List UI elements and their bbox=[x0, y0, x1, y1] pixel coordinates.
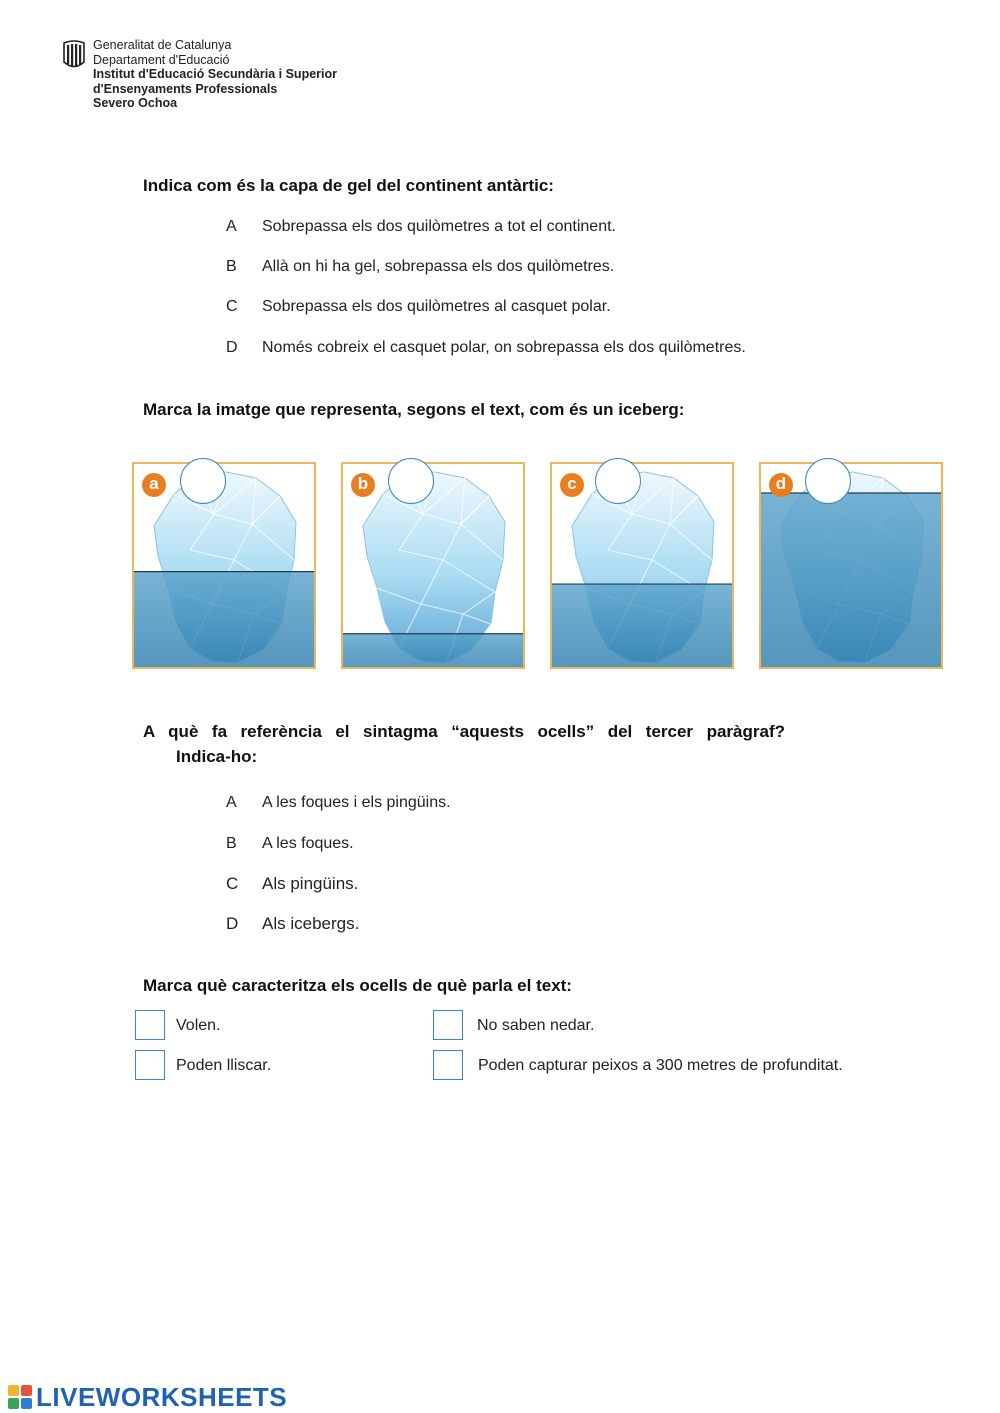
checkbox-poden-lliscar[interactable] bbox=[135, 1050, 165, 1080]
water-area bbox=[134, 572, 316, 669]
iceberg-badge-a: a bbox=[142, 473, 166, 497]
checkbox-capturar-peixos[interactable] bbox=[433, 1050, 463, 1080]
iceberg-image-b bbox=[341, 462, 525, 669]
checkbox-capturar-peixos-label[interactable]: Poden capturar peixos a 300 metres de profunditat. bbox=[478, 1057, 843, 1074]
iceberg-image-d bbox=[759, 462, 943, 669]
liveworksheets-logo-icon bbox=[8, 1385, 32, 1409]
checkbox-poden-lliscar-label[interactable]: Poden lliscar. bbox=[176, 1057, 272, 1074]
q3-option-b-text[interactable]: A les foques. bbox=[262, 835, 354, 852]
iceberg-badge-b: b bbox=[351, 473, 375, 497]
q3-option-b-letter[interactable]: B bbox=[226, 835, 237, 852]
q1-option-b-text[interactable]: Allà on hi ha gel, sobrepassa els dos quilòmetres. bbox=[262, 258, 615, 275]
checkbox-no-saben-nedar-label[interactable]: No saben nedar. bbox=[477, 1017, 595, 1034]
q3-option-c-text[interactable]: Als pingüins. bbox=[262, 874, 359, 893]
q1-option-a-text[interactable]: Sobrepassa els dos quilòmetres a tot el continent. bbox=[262, 218, 616, 235]
iceberg-drawing bbox=[552, 464, 734, 669]
checkbox-volen[interactable] bbox=[135, 1010, 165, 1040]
iceberg-drawing bbox=[343, 464, 525, 669]
water-area bbox=[761, 493, 943, 669]
question-3-title-line-1: A què fa referència el sintagma “aquests ocells” del tercer paràgraf? bbox=[143, 722, 785, 741]
question-3-title-line-2: Indica-ho: bbox=[176, 747, 258, 766]
q1-option-d-text[interactable]: Només cobreix el casquet polar, on sobrepassa els dos quilòmetres. bbox=[262, 339, 746, 356]
q1-option-d-letter[interactable]: D bbox=[226, 339, 238, 356]
water-area bbox=[343, 634, 525, 669]
checkbox-volen-label[interactable]: Volen. bbox=[176, 1017, 221, 1034]
liveworksheets-wordmark: LIVEWORKSHEETS bbox=[36, 1381, 288, 1412]
question-1-title: Indica com és la capa de gel del continent antàrtic: bbox=[143, 176, 554, 195]
q1-option-c-text[interactable]: Sobrepassa els dos quilòmetres al casquet polar. bbox=[262, 298, 611, 315]
q1-option-b-letter[interactable]: B bbox=[226, 258, 237, 275]
q1-option-a-letter[interactable]: A bbox=[226, 218, 237, 235]
header-line-3: Institut d'Educació Secundària i Superior bbox=[93, 67, 337, 81]
iceberg-badge-c: c bbox=[560, 473, 584, 497]
iceberg-image-a bbox=[132, 462, 316, 669]
q3-option-d-letter[interactable]: D bbox=[226, 914, 239, 933]
checkbox-no-saben-nedar[interactable] bbox=[433, 1010, 463, 1040]
water-area bbox=[552, 584, 734, 669]
q3-option-d-text[interactable]: Als icebergs. bbox=[262, 914, 360, 933]
header-line-4: d'Ensenyaments Professionals bbox=[93, 81, 278, 96]
q3-option-a-letter[interactable]: A bbox=[226, 794, 237, 811]
iceberg-a-answer-circle[interactable] bbox=[180, 458, 226, 504]
iceberg-b-answer-circle[interactable] bbox=[388, 458, 434, 504]
q3-option-c-letter[interactable]: C bbox=[226, 874, 239, 893]
header-line-5: Severo Ochoa bbox=[93, 96, 178, 110]
institution-header bbox=[93, 38, 337, 111]
iceberg-badge-d: d bbox=[769, 473, 793, 497]
q1-option-c-letter[interactable]: C bbox=[226, 298, 238, 315]
iceberg-drawing bbox=[134, 464, 316, 669]
iceberg-drawing bbox=[761, 464, 943, 669]
question-2-title: Marca la imatge que representa, segons el text, com és un iceberg: bbox=[143, 400, 685, 419]
iceberg-d-answer-circle[interactable] bbox=[805, 458, 851, 504]
iceberg-image-c bbox=[550, 462, 734, 669]
header-line-1: Generalitat de Catalunya bbox=[93, 38, 232, 52]
generalitat-logo-icon bbox=[62, 40, 86, 70]
header-line-2: Departament d'Educació bbox=[93, 52, 230, 67]
q3-option-a-text[interactable]: A les foques i els pingüins. bbox=[262, 794, 451, 811]
question-4-title: Marca què caracteritza els ocells de què parla el text: bbox=[143, 976, 572, 995]
liveworksheets-brand[interactable] bbox=[8, 1382, 287, 1412]
iceberg-c-answer-circle[interactable] bbox=[595, 458, 641, 504]
